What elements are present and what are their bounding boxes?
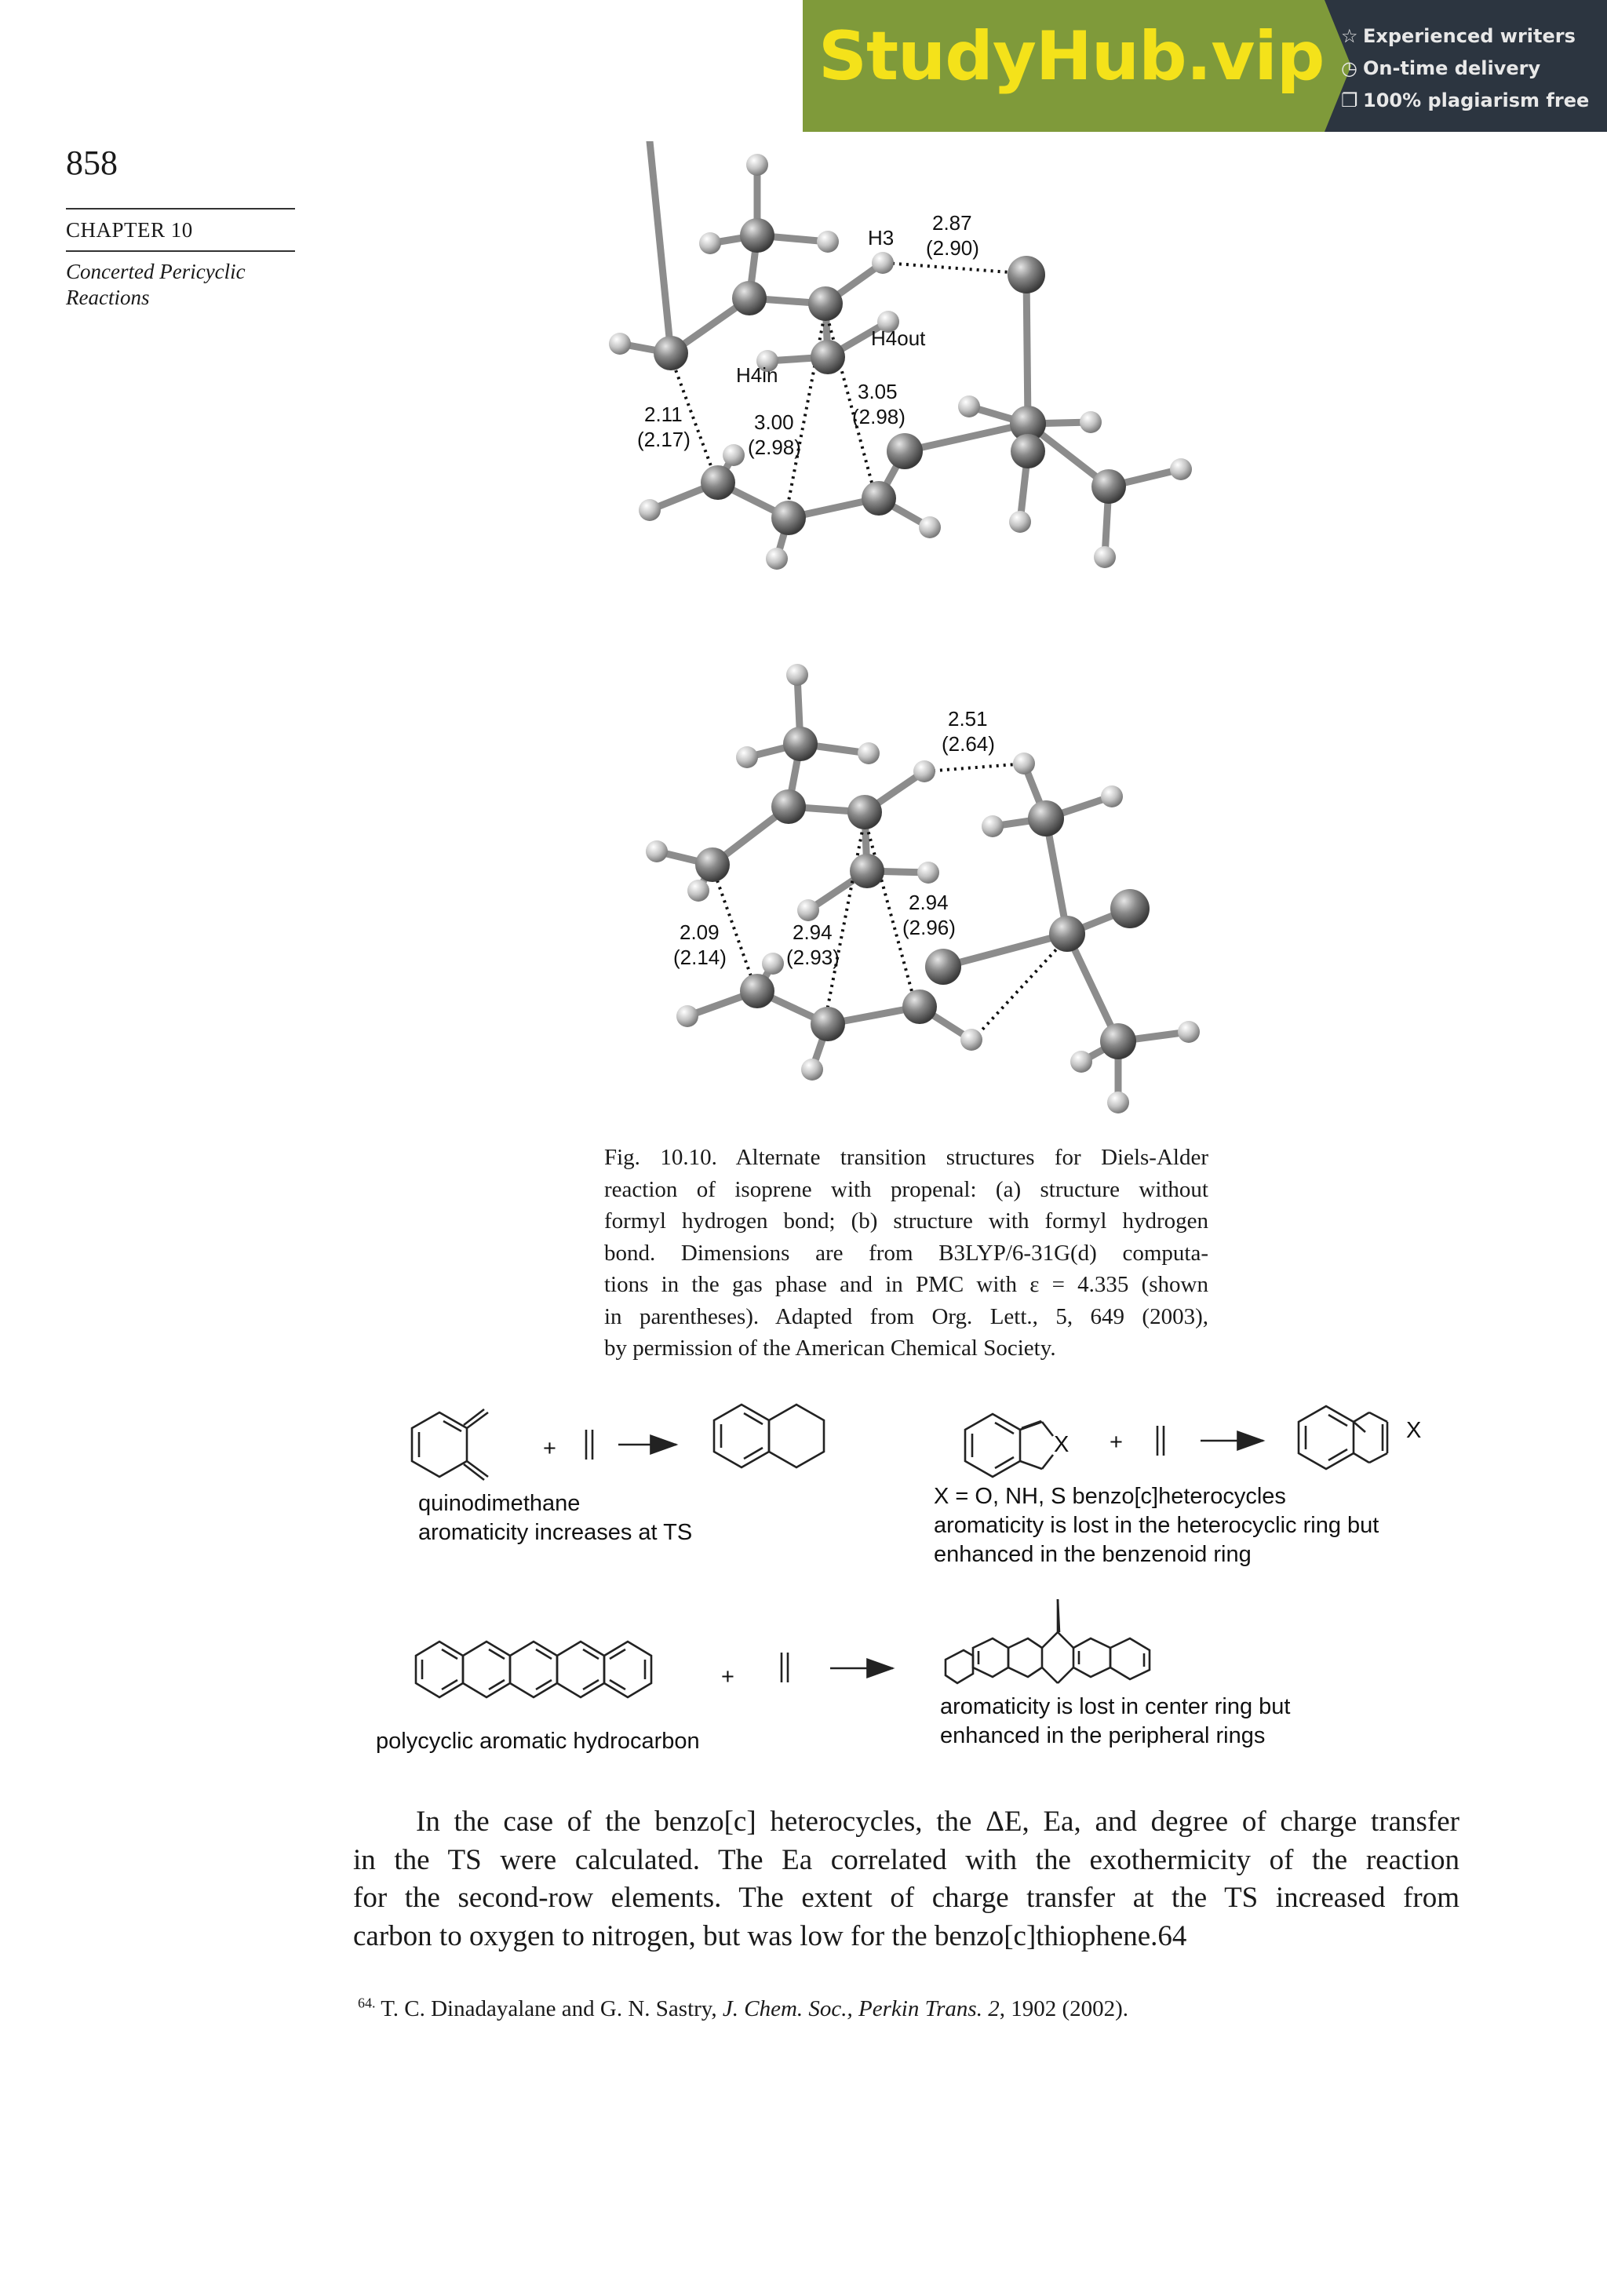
pah-result-2: enhanced in the peripheral rings (940, 1723, 1266, 1748)
caption-line: reaction of isoprene with propenal: (a) structure without (604, 1176, 1208, 1202)
pah-label: polycyclic aromatic hydrocarbon (376, 1729, 700, 1754)
benzo-label-2: aromaticity is lost in the heterocyclic ring but (934, 1513, 1379, 1538)
body-paragraph (353, 1803, 1459, 1955)
pentacene-adduct-structure (946, 1599, 1150, 1683)
bridged-adduct-structure (1299, 1406, 1387, 1469)
label-d1p: (2.64) (942, 732, 995, 756)
caption-line: formyl hydrogen bond; (b) structure with formyl hydrogen (604, 1208, 1208, 1234)
feature-text: 100% plagiarism free (1363, 89, 1590, 111)
scheme-labels (376, 1418, 1421, 1754)
label-d1: 2.51 (948, 707, 988, 731)
footnote (358, 1996, 1128, 2022)
banner-features (1341, 20, 1589, 117)
section-title: Concerted Pericyclic Reactions (66, 260, 246, 309)
footnote-number: 64. (358, 1995, 376, 2011)
document-copy-icon: ❐ (1341, 89, 1358, 111)
label-d1: 2.87 (932, 211, 972, 235)
studyhub-banner[interactable] (803, 0, 1607, 132)
label-d3p: (2.93) (786, 946, 840, 969)
label-d2p: (2.98) (852, 405, 906, 428)
caption-line: Fig. 10.10. Alternate transition structures for Diels-Alder (604, 1145, 1208, 1170)
label-d4p: (2.17) (637, 428, 691, 451)
caption-line: bond. Dimensions are from B3LYP/6-31G(d) computa- (604, 1240, 1208, 1266)
quino-label-2: aromaticity increases at TS (418, 1520, 693, 1545)
header-rule-top (66, 208, 295, 210)
label-d2: 3.05 (858, 380, 898, 403)
label-d4p: (2.14) (673, 946, 727, 969)
studyhub-logo[interactable]: StudyHub.vip (818, 17, 1325, 96)
label-h3: H3 (868, 226, 895, 250)
star-icon: ☆ (1341, 25, 1358, 47)
alkene-2 (1157, 1426, 1164, 1456)
tetrahydronaphthalene-structure (714, 1405, 824, 1467)
label-d3: 2.94 (793, 920, 833, 944)
benzo-heterocycle-structure (965, 1414, 1053, 1477)
caption-line: in parentheses). Adapted from Org. Lett., 5, 649 (2003), (604, 1303, 1208, 1329)
body-line: in the TS were calculated. The Ea correlated with the exothermicity of the reaction (353, 1843, 1459, 1876)
footnote-journal: J. Chem. Soc., Perkin Trans. 2 (722, 1996, 1000, 2021)
label-d4: 2.09 (680, 920, 720, 944)
alkene-1 (586, 1430, 592, 1460)
label-d3p: (2.98) (748, 436, 801, 459)
label-d2: 2.94 (909, 891, 949, 914)
benzo-label-3: enhanced in the benzenoid ring (934, 1542, 1252, 1567)
body-line: In the case of the benzo[c] heterocycles, the ΔE, Ea, and degree of charge transfer (416, 1806, 1459, 1838)
label-h4in: H4in (736, 363, 778, 387)
figure-a-structure (581, 141, 1224, 596)
quino-label-1: quinodimethane (418, 1491, 581, 1516)
pah-result-1: aromaticity is lost in center ring but (940, 1694, 1291, 1719)
feature-item (1341, 20, 1589, 53)
x-label-1: X (1054, 1432, 1070, 1457)
quinodimethane-structure (412, 1409, 488, 1480)
alkene-3 (782, 1653, 788, 1682)
label-d3: 3.00 (754, 410, 794, 434)
plus-3: + (721, 1664, 734, 1689)
caption-line: by permission of the American Chemical Society. (604, 1336, 1056, 1361)
reaction-schemes (369, 1389, 1483, 1758)
pentacene-structure (416, 1642, 651, 1697)
label-d4: 2.11 (644, 403, 683, 426)
plus-2: + (1110, 1430, 1123, 1455)
feature-text: Experienced writers (1363, 25, 1576, 47)
page-number: 858 (66, 144, 118, 182)
body-line: carbon to oxygen to nitrogen, but was low for the benzo[c]thiophene.64 (353, 1919, 1187, 1952)
clock-icon: ◷ (1341, 57, 1357, 79)
figure-b-structure (628, 659, 1224, 1130)
label-d1p: (2.90) (926, 236, 979, 260)
plus-1: + (543, 1436, 556, 1461)
figure-caption (604, 1142, 1208, 1365)
footnote-authors: T. C. Dinadayalane and G. N. Sastry, (381, 1996, 717, 2021)
feature-item (1341, 85, 1589, 117)
x-label-2: X (1406, 1418, 1422, 1443)
figure-a-labels (637, 211, 979, 459)
feature-item (1341, 53, 1589, 85)
body-line: for the second-row elements. The extent of charge transfer at the TS increased from (353, 1882, 1459, 1914)
chapter-label: CHAPTER 10 (66, 218, 193, 242)
footnote-rest: , 1902 (2002). (999, 1996, 1129, 2021)
feature-text: On-time delivery (1363, 57, 1541, 79)
label-h4out: H4out (871, 326, 926, 350)
header-rule-bottom (66, 250, 295, 252)
caption-line: tions in the gas phase and in PMC with ε = 4.335 (shown (604, 1272, 1208, 1297)
benzo-label-1: X = O, NH, S benzo[c]heterocycles (934, 1484, 1286, 1509)
label-d2p: (2.96) (902, 916, 956, 939)
